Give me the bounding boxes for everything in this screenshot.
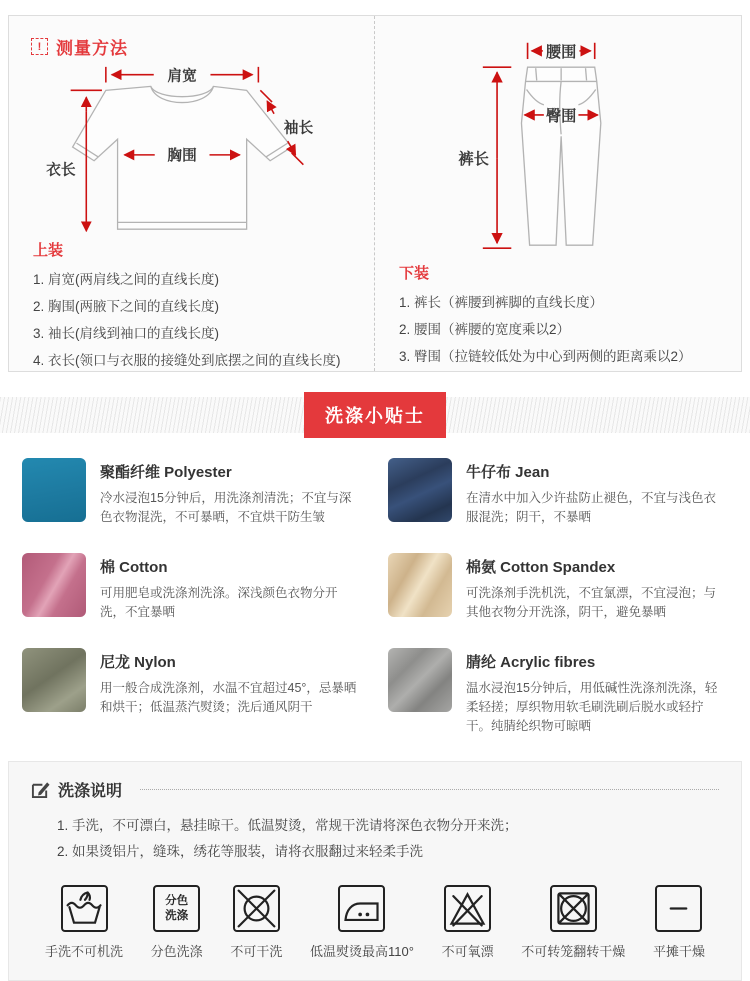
garment-length-label: 衣长 <box>46 162 76 179</box>
fabric-card-jean <box>388 458 728 528</box>
care-item-no-dry-clean <box>230 885 282 960</box>
pants-measure-diagram <box>375 32 731 260</box>
care-item-no-tumble-dry <box>521 885 625 960</box>
bottoms-list <box>375 283 741 370</box>
waist-label: 腰围 <box>545 44 577 61</box>
hand-wash-icon <box>61 885 108 932</box>
tops-list <box>9 260 374 374</box>
shoulder-width-label: 肩宽 <box>167 68 197 85</box>
dotted-divider <box>140 789 719 790</box>
fabric-title: 尼龙 Nylon <box>100 653 176 671</box>
fabric-title: 牛仔布 Jean <box>466 464 550 481</box>
care-item-no-bleach <box>442 885 494 960</box>
care-label: 不可干洗 <box>230 944 283 960</box>
fabric-title: 棉 Cotton <box>100 558 168 576</box>
nylon-swatch-image <box>22 648 86 712</box>
care-notes <box>57 813 719 866</box>
care-note: 2. 如果烫铝片，缝珠，绣花等服装，请将衣服翻过来轻柔手洗 <box>57 843 424 859</box>
tops-item: 1. 肩宽(两肩线之间的直线长度) <box>33 272 220 287</box>
cotton-spandex-swatch-image <box>388 553 452 617</box>
measure-title-row <box>9 20 374 59</box>
separate-colors-icon <box>153 885 200 932</box>
care-label: 不可转笼翻转干燥 <box>521 944 626 960</box>
fabric-card-cotton <box>22 553 362 623</box>
care-header <box>31 778 719 801</box>
bottoms-item: 2. 腰围（裤腰的宽度乘以2） <box>399 322 571 337</box>
banner-title: 洗涤小贴士 <box>304 392 446 438</box>
care-label: 手洗不可机洗 <box>45 944 124 960</box>
jean-swatch-image <box>388 458 452 522</box>
care-title: 洗涤说明 <box>58 782 123 800</box>
fabric-title: 聚酯纤维 Polyester <box>100 464 232 481</box>
measurement-section <box>8 15 742 372</box>
hip-label: 臀围 <box>545 108 577 126</box>
care-icons-row <box>45 885 705 960</box>
no-bleach-icon <box>444 885 491 932</box>
tops-item: 3. 袖长(肩线到袖口的直线长度) <box>33 326 220 341</box>
bottoms-item: 3. 臀围（拉链较低处为中心到两侧的距离乘以2） <box>399 349 692 364</box>
care-item-hand-wash <box>45 885 123 960</box>
flat-dry-icon <box>655 885 702 932</box>
washing-tips-banner <box>0 392 750 438</box>
cotton-swatch-image <box>22 553 86 617</box>
edit-note-icon <box>31 780 50 799</box>
fabric-title: 腈纶 Acrylic fibres <box>466 653 596 671</box>
measure-title: 测量方法 <box>56 39 128 58</box>
alert-icon: ! <box>31 38 48 55</box>
care-label: 低温熨烫最高110° <box>310 944 414 960</box>
bottoms-panel <box>375 16 741 371</box>
tops-item: 4. 衣长(领口与衣服的接缝处到底摆之间的直线长度) <box>33 353 341 368</box>
fabric-desc: 冷水浸泡15分钟后，用洗涤剂清洗；不宜与深色衣物混洗，不可暴晒，不宜烘干防生皱 <box>100 491 352 525</box>
washing-instructions-section <box>8 761 742 981</box>
care-label: 不可氧漂 <box>441 944 494 960</box>
separate-colors-line2: 洗涤 <box>165 909 189 922</box>
fabric-title: 棉氨 Cotton Spandex <box>466 558 616 576</box>
separate-colors-line1: 分色 <box>165 894 189 907</box>
acrylic-swatch-image <box>388 648 452 712</box>
care-label: 平摊干燥 <box>652 944 705 960</box>
tops-panel <box>9 16 375 371</box>
care-item-separate-colors <box>151 885 203 960</box>
sleeve-length-label: 袖长 <box>283 120 314 137</box>
tops-item: 2. 胸围(两腋下之间的直线长度) <box>33 299 220 314</box>
no-dry-clean-icon <box>233 885 280 932</box>
fabric-desc: 在清水中加入少许盐防止褪色，不宜与浅色衣服混洗；阴干，不暴晒 <box>466 491 717 525</box>
polyester-swatch-image <box>22 458 86 522</box>
fabric-card-polyester <box>22 458 362 528</box>
fabric-desc: 可洗涤剂手洗机洗，不宜氯漂，不宜浸泡；与其他衣物分开洗涤，阴干，避免暴晒 <box>466 585 717 620</box>
fabric-grid <box>22 458 728 737</box>
chest-label: 胸围 <box>167 147 197 164</box>
no-tumble-dry-icon <box>550 885 597 932</box>
fabric-desc: 温水浸泡15分钟后，用低碱性洗涤剂洗涤，轻柔轻搓；厚织物用软毛刷洗刷后脱水或轻拧干。纯腈纶织物可晾晒 <box>466 680 718 734</box>
care-label: 分色洗涤 <box>150 944 203 960</box>
fabric-card-acrylic <box>388 648 728 737</box>
low-iron-icon <box>338 885 385 932</box>
tops-heading: 上装 <box>33 242 64 259</box>
pants-length-label: 裤长 <box>458 150 489 168</box>
tshirt-measure-diagram <box>9 61 365 237</box>
bottoms-heading: 下装 <box>399 265 430 282</box>
care-item-low-iron <box>310 885 414 960</box>
fabric-card-cotton-spandex <box>388 553 728 623</box>
fabric-card-nylon <box>22 648 362 737</box>
care-note: 1. 手洗，不可漂白，悬挂晾干。低温熨烫，常规干洗请将深色衣物分开来洗； <box>57 817 518 833</box>
care-item-flat-dry <box>653 885 705 960</box>
fabric-desc: 用一般合成洗涤剂，水温不宜超过45°，忌暴晒和烘干；低温蒸汽熨烫；洗后通风阴干 <box>100 680 357 714</box>
fabric-desc: 可用肥皂或洗涤剂洗涤。深浅颜色衣物分开洗，不宜暴晒 <box>100 585 338 620</box>
bottoms-item: 1. 裤长（裤腰到裤脚的直线长度） <box>399 295 604 310</box>
